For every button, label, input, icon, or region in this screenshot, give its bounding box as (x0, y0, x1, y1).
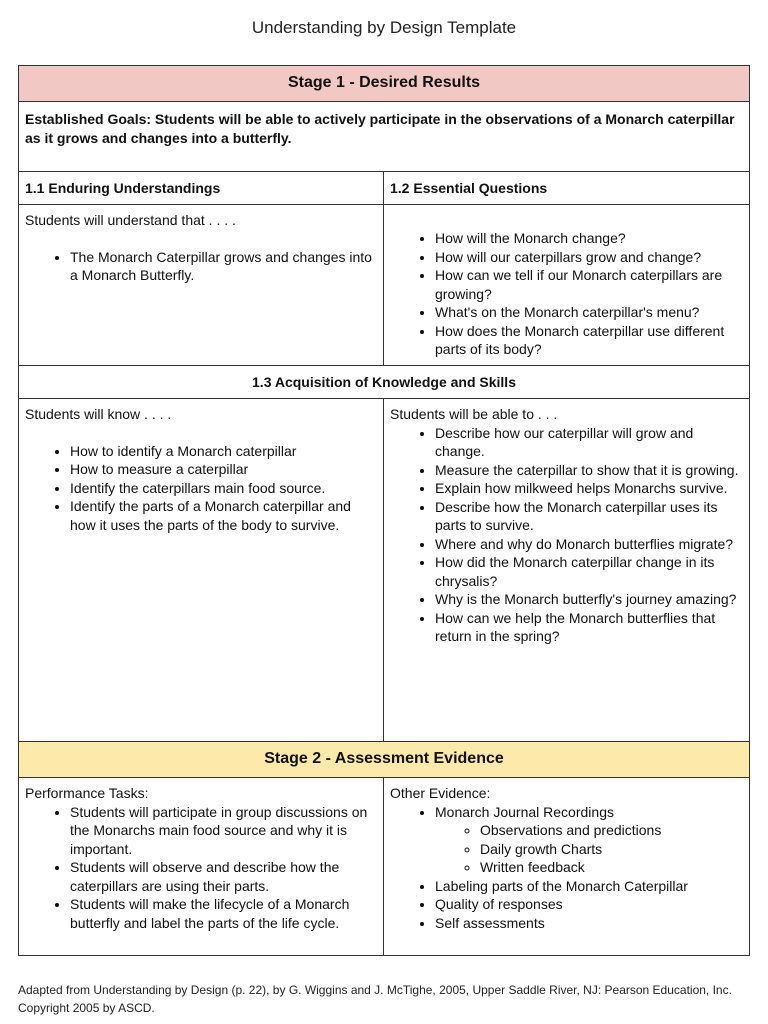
list-item: ◦ Observations and predictions (480, 821, 743, 840)
stage2-heading: Stage 2 - Assessment Evidence (19, 742, 750, 778)
journal-sublist (435, 821, 743, 877)
able-list (390, 424, 743, 646)
list-item: • Why is the Monarch butterfly's journey amazing? (435, 590, 743, 609)
ubd-template-table (18, 65, 750, 956)
enduring-understandings-cell (19, 205, 384, 366)
list-item: • Identify the parts of a Monarch caterpillar and how it uses the parts of the body to survive. (70, 497, 377, 534)
list-item: ◦ Daily growth Charts (480, 840, 743, 859)
list-item: • Where and why do Monarch butterflies migrate? (435, 535, 743, 554)
list-item: • Students will participate in group discussions on the Monarchs main food source and why it is important. (70, 803, 377, 859)
list-item: • How will the Monarch change? (435, 229, 743, 248)
document-title: Understanding by Design Template (251, 18, 517, 37)
enduring-list (25, 248, 377, 285)
other-list (390, 803, 743, 933)
list-item: • Self assessments (435, 914, 743, 933)
know-intro: Students will know . . . . (25, 406, 172, 422)
list-item: • How can we tell if our Monarch caterpillars are growing? (435, 266, 743, 303)
list-item: • What's on the Monarch caterpillar's menu? (435, 303, 743, 322)
students-will-know-cell (19, 399, 384, 742)
list-item: • Describe how our caterpillar will grow and change. (435, 424, 743, 461)
list-item: • Students will observe and describe how the caterpillars are using their parts. (70, 858, 377, 895)
performance-list (25, 803, 377, 933)
list-item: • How to identify a Monarch caterpillar (70, 442, 377, 461)
list-item (435, 803, 743, 877)
other-evidence-cell (384, 778, 750, 956)
essential-questions-cell (384, 205, 750, 366)
performance-intro: Performance Tasks: (25, 785, 149, 801)
performance-tasks-cell (19, 778, 384, 956)
list-item: ◦ Written feedback (480, 858, 743, 877)
citation-footer: Adapted from Understanding by Design (p. 22), by G. Wiggins and J. McTighe, 2005, Upper Saddle River, NJ: Pearson Education, Inc. Copyright 2005 by ASCD. (18, 983, 732, 1015)
students-will-be-able-cell (384, 399, 750, 742)
list-item: • Identify the caterpillars main food source. (70, 479, 377, 498)
list-item: • How did the Monarch caterpillar change in its chrysalis? (435, 553, 743, 590)
other-intro: Other Evidence: (390, 785, 491, 801)
list-item: • Describe how the Monarch caterpillar uses its parts to survive. (435, 498, 743, 535)
list-item: • Quality of responses (435, 895, 743, 914)
know-list (25, 442, 377, 535)
established-goals: Established Goals: Students will be able to actively participate in the observations of a Monarch caterpillar as it grows and changes into a butterfly. (19, 102, 750, 172)
able-intro: Students will be able to . . . (390, 406, 558, 422)
journal-label: Monarch Journal Recordings (435, 803, 614, 820)
enduring-intro: Students will understand that . . . . (25, 212, 236, 228)
acquisition-heading: 1.3 Acquisition of Knowledge and Skills (19, 366, 750, 399)
stage1-heading: Stage 1 - Desired Results (19, 66, 750, 102)
list-item: • Labeling parts of the Monarch Caterpillar (435, 877, 743, 896)
list-item: • Students will make the lifecycle of a Monarch butterfly and label the parts of the life cycle. (70, 895, 377, 932)
essential-questions-heading: 1.2 Essential Questions (384, 172, 750, 205)
list-item: • How does the Monarch caterpillar use different parts of its body? (435, 322, 743, 359)
list-item: • How to measure a caterpillar (70, 460, 377, 479)
list-item: • The Monarch Caterpillar grows and changes into a Monarch Butterfly. (70, 248, 377, 285)
enduring-understandings-heading: 1.1 Enduring Understandings (19, 172, 384, 205)
essential-questions-list (390, 229, 743, 359)
list-item: • How will our caterpillars grow and change? (435, 248, 743, 267)
list-item: • Explain how milkweed helps Monarchs survive. (435, 479, 743, 498)
list-item: • Measure the caterpillar to show that it is growing. (435, 461, 743, 480)
list-item: • How can we help the Monarch butterflies that return in the spring? (435, 609, 743, 646)
